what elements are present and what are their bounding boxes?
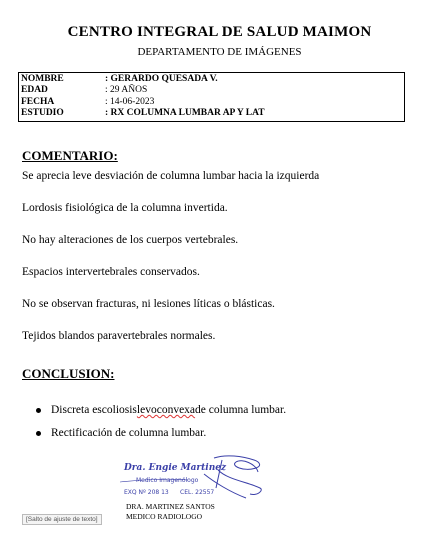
bullet-icon <box>36 408 41 413</box>
conclusion-bullet <box>36 427 206 439</box>
conclusion-heading: CONCLUSION: <box>22 366 115 381</box>
info-row-nombre <box>21 74 404 85</box>
info-row-edad <box>21 85 404 96</box>
info-label: EDAD <box>21 85 48 96</box>
comment-paragraph: Espacios intervertebrales conservados. <box>22 266 200 278</box>
info-label: FECHA <box>21 96 55 107</box>
bullet-text: Rectificación de columna lumbar. <box>51 427 207 439</box>
stamp-title: Medico Imagenólogo <box>136 477 199 484</box>
spellcheck-flagged-word[interactable]: levoconvexa <box>136 404 196 416</box>
stamp-name: Dra. Engie Martinez <box>124 463 227 473</box>
bullet-icon <box>36 431 41 436</box>
conclusion-bullet <box>36 404 286 416</box>
info-value: : GERARDO QUESADA V. <box>105 74 218 84</box>
signature-stamp <box>118 452 268 508</box>
doctor-role: MEDICO RADIOLOGO <box>126 512 203 521</box>
department-subtitle: DEPARTAMENTO DE IMÁGENES <box>137 46 302 58</box>
info-value: : 29 AÑOS <box>105 85 148 96</box>
info-label: ESTUDIO <box>21 107 64 118</box>
comentario-heading: COMENTARIO: <box>22 148 118 163</box>
stamp-cel: CEL. 22557 <box>180 489 215 496</box>
comment-paragraph: Se aprecia leve desviación de columna lumbar hacia la izquierda <box>22 170 320 182</box>
bullet-text-after: de columna lumbar. <box>195 404 287 416</box>
bullet-text-before: Discreta escoliosis <box>51 404 137 416</box>
doctor-name: DRA. MARTINEZ SANTOS <box>126 502 215 511</box>
comment-paragraph: Lordosis fisiológica de la columna invertida. <box>22 202 228 214</box>
stamp-exq: EXQ Nº 208 13 <box>124 489 169 496</box>
info-value: : RX COLUMNA LUMBAR AP Y LAT <box>105 107 265 118</box>
comment-paragraph: No hay alteraciones de los cuerpos vertebrales. <box>22 234 239 246</box>
clinic-title: CENTRO INTEGRAL DE SALUD MAIMON <box>67 24 372 40</box>
text-wrap-break-tag: [Salto de ajuste de texto] <box>22 514 102 525</box>
info-value: : 14-06-2023 <box>105 96 155 107</box>
info-label: NOMBRE <box>21 74 64 84</box>
comment-paragraph: Tejidos blandos paravertebrales normales. <box>22 330 216 342</box>
info-row-estudio <box>21 108 404 119</box>
comment-paragraph: No se observan fracturas, ni lesiones líticas o blásticas. <box>22 298 275 310</box>
patient-info-box <box>18 72 405 122</box>
info-row-fecha <box>21 97 404 108</box>
